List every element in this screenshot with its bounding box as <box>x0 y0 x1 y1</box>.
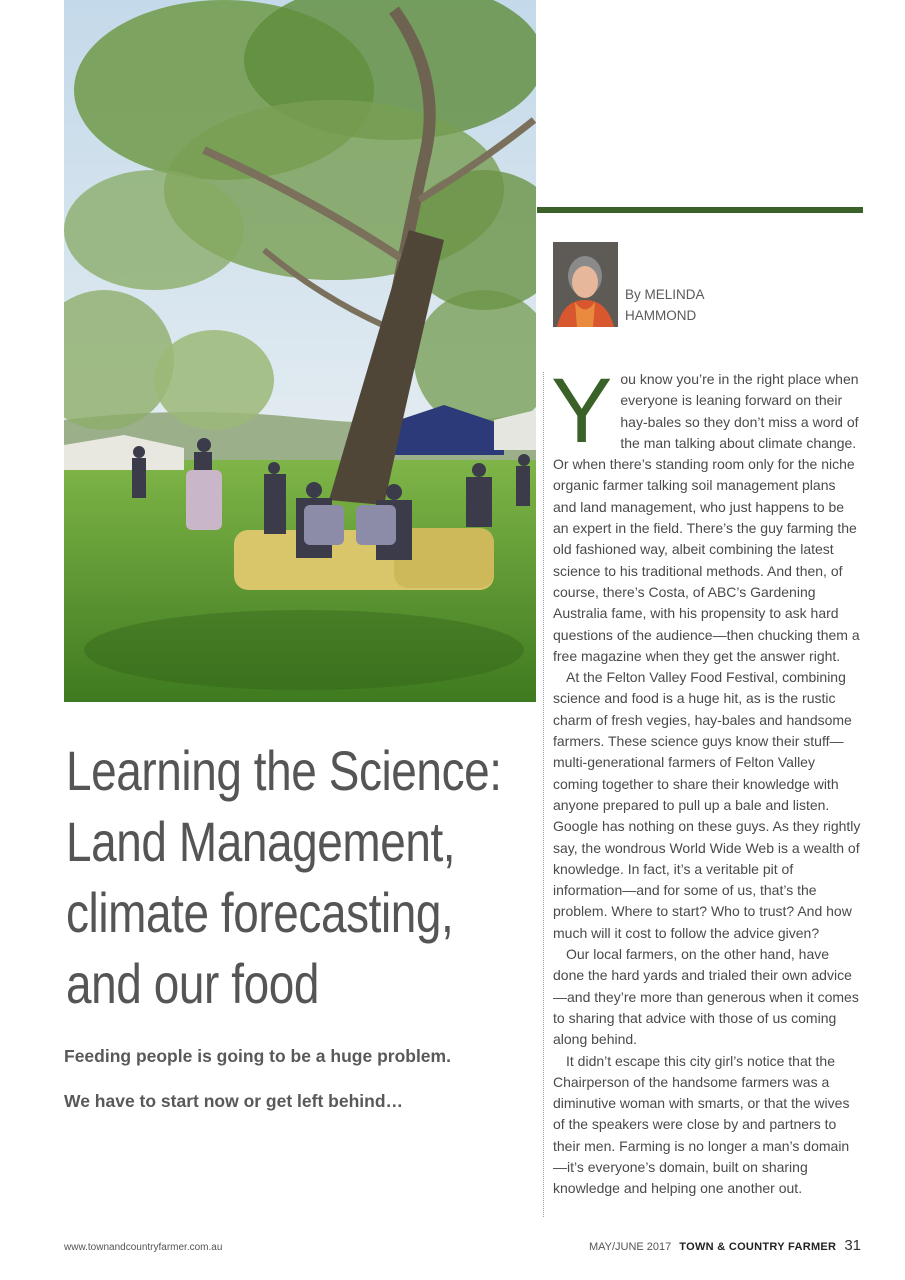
deck-line-2: We have to start now or get left behind… <box>64 1091 404 1111</box>
magazine-name: TOWN & COUNTRY FARMER <box>679 1241 837 1253</box>
article-paragraph: It didn’t escape this city girl’s notice that the Chairperson of the handsome farmers was a diminutive woman with smarts, or that the wives of the speakers were close by and partners to their men. Farming is no longer a man’s domain—it’s everyone’s domain, built on sharing knowledge and helping one another out. <box>553 1052 850 1197</box>
drop-cap: Y <box>551 360 613 462</box>
article-paragraph: At the Felton Valley Food Festival, combining science and food is a huge hit, as is the rustic charm of fresh vegies, hay-bales and handsome farmers. These science guys know their stuff—multi-generational farmers of Felton Valley coming together to share their knowledge with anyone prepared to pull up a bale and listen. Google has nothing on these guys. As they rightly say, the wondrous World Wide Web is a wealth of knowledge. In fact, it’s a veritable pit of information—and for some of us, that’s the problem. Where to start? Who to trust? And how much will it cost to follow the advice given? <box>553 669 861 941</box>
byline-line-1: By MELINDA <box>625 287 705 302</box>
paragraph-1-text: ou know you’re in the right place when everyone is leaning forward on their hay-bales so they don’t miss a word of the man talking about climate change. Or when there’s standing room only for the niche organic farmer talking soil management plans and land management, who just happens to be an expert in the field. There’s the guy farming the old fashioned way, albeit combining the latest science to his traditional methods. And then, of course, there’s Costa, of ABC’s Gardening Australia fame, with his propensity to ask hard questions of the audience—then chucking them a free magazine when they get the answer right. <box>553 371 860 664</box>
hero-photo <box>64 0 536 702</box>
headline-line-2: Land Management, <box>66 810 456 873</box>
byline-line-2: HAMMOND <box>625 308 697 323</box>
accent-rule <box>537 207 863 213</box>
footer-website: www.townandcountryfarmer.com.au <box>64 1242 223 1253</box>
byline <box>625 284 745 326</box>
page-number: 31 <box>844 1237 861 1254</box>
footer-folio <box>589 1237 861 1254</box>
article-paragraph <box>551 360 861 667</box>
issue-date: MAY/JUNE 2017 <box>588 1241 672 1253</box>
headline-line-4: and our food <box>66 952 319 1015</box>
article-headline <box>66 735 502 1019</box>
deck-line-1: Feeding people is going to be a huge problem. <box>64 1046 451 1066</box>
column-divider <box>543 372 544 1217</box>
article-paragraph: Our local farmers, on the other hand, have done the hard yards and trialed their own advice—and they’re more than generous when it comes to sharing that advice with those of us coming along behind. <box>553 946 859 1048</box>
article-body <box>551 360 861 1200</box>
festival-tree-illustration <box>64 0 536 702</box>
headline-line-3: climate forecasting, <box>66 881 454 944</box>
author-portrait <box>553 242 618 327</box>
headline-line-1: Learning the Science: <box>66 739 502 802</box>
